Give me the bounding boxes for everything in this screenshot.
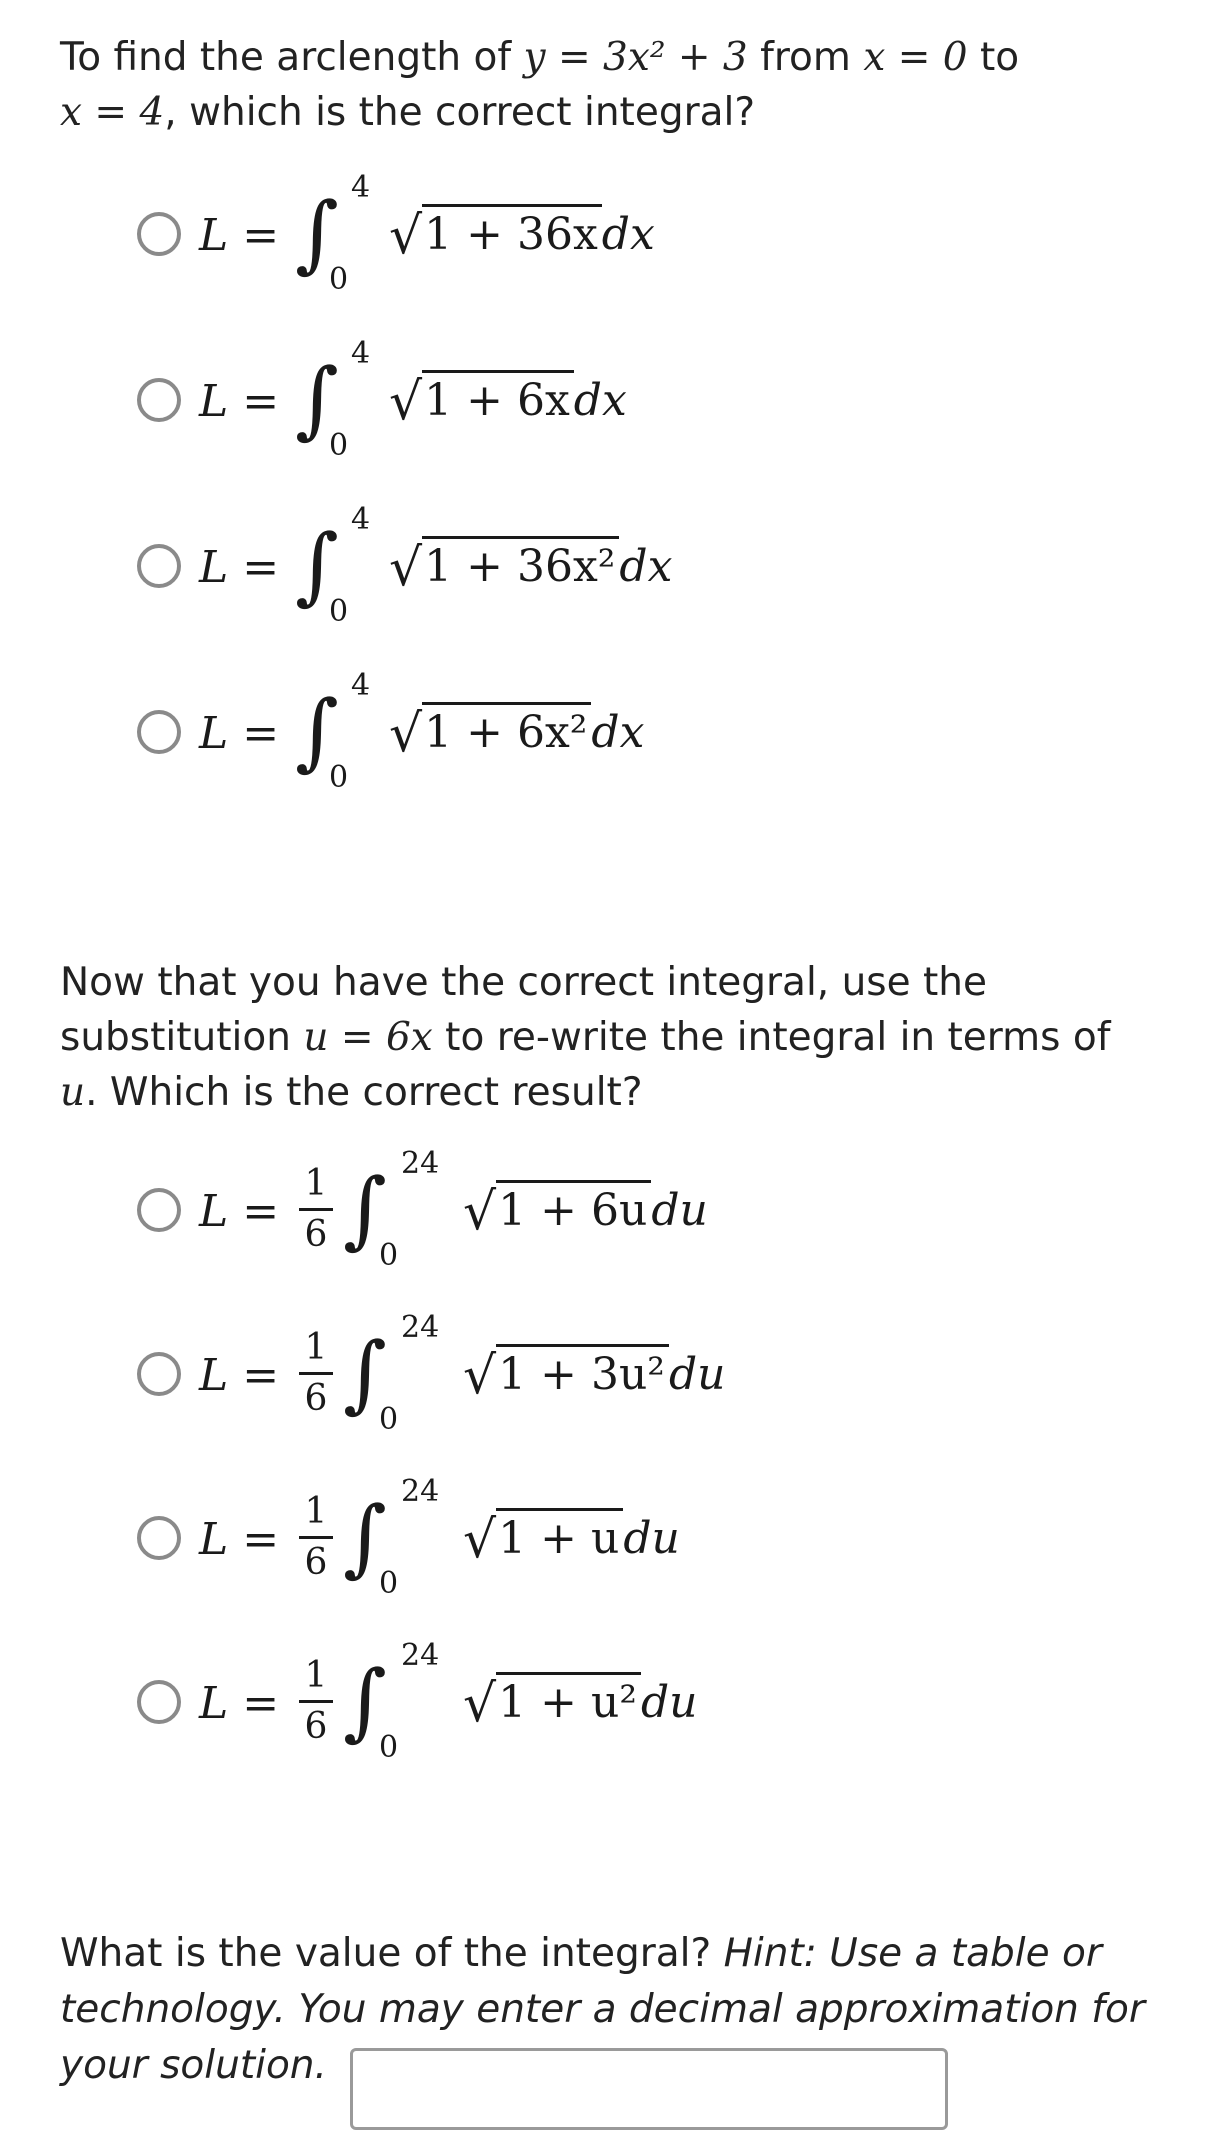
- radio-button[interactable]: [137, 1188, 181, 1232]
- integral-formula: [199, 334, 1019, 464]
- lower-limit: 0: [379, 1730, 399, 1765]
- denominator: 6: [304, 1214, 328, 1255]
- radicand: 1 + 6x: [422, 370, 574, 426]
- lower-limit: 0: [329, 262, 349, 297]
- upper-limit: 24: [401, 1638, 440, 1673]
- integral-formula: [199, 1636, 1019, 1766]
- upper-limit: 4: [351, 502, 371, 537]
- radical-icon: √: [463, 1510, 497, 1570]
- upper-limit: 24: [401, 1474, 440, 1509]
- formula-lhs: L =: [199, 708, 280, 759]
- q2-line1: Now that you have the correct integral, use the: [60, 960, 988, 1005]
- q1-suffix: , which is the correct integral?: [164, 90, 756, 135]
- integral-sign-icon: ∫: [295, 516, 339, 614]
- fraction: [299, 1654, 333, 1749]
- fraction: [299, 1162, 333, 1257]
- sqrt-expression: [463, 1346, 725, 1406]
- q1-to-word: to: [967, 35, 1020, 80]
- sqrt-expression: [389, 704, 644, 764]
- radio-button[interactable]: [137, 378, 181, 422]
- formula-lhs: L =: [199, 1186, 280, 1237]
- integral-formula: [199, 1144, 1019, 1274]
- radical-icon: √: [389, 704, 423, 764]
- fraction-bar: [299, 1372, 333, 1375]
- formula-lhs: L =: [199, 1678, 280, 1729]
- radicand: 1 + 6x²: [422, 702, 591, 758]
- q1-mid: from: [747, 35, 864, 80]
- differential: dx: [573, 375, 627, 426]
- q3-hint: Hint: Use a table or technology. You may enter a decimal approximation for your solution.: [60, 1931, 1145, 2088]
- formula-lhs: L =: [199, 210, 280, 261]
- fraction: [299, 1490, 333, 1585]
- answer-input[interactable]: [350, 2048, 948, 2130]
- upper-limit: 4: [351, 336, 371, 371]
- radicand: 1 + 36x: [422, 204, 602, 260]
- upper-limit: 4: [351, 668, 371, 703]
- lower-limit: 0: [329, 760, 349, 795]
- sqrt-expression: [389, 206, 655, 266]
- q1-function: y = 3x² + 3: [523, 35, 748, 80]
- option-2-d[interactable]: [133, 1636, 1033, 1766]
- radio-button[interactable]: [137, 1680, 181, 1724]
- sqrt-expression: [463, 1674, 697, 1734]
- q2-line3-suffix: . Which is the correct result?: [85, 1070, 643, 1115]
- integral-sign-icon: ∫: [343, 1652, 387, 1750]
- differential: du: [651, 1185, 708, 1236]
- option-2-c[interactable]: [133, 1472, 1033, 1602]
- q1-to: x = 4: [60, 90, 165, 135]
- formula-lhs: L =: [199, 1350, 280, 1401]
- sqrt-expression: [389, 372, 627, 432]
- differential: du: [623, 1513, 680, 1564]
- denominator: 6: [304, 1706, 328, 1747]
- radicand: 1 + 3u²: [496, 1344, 669, 1400]
- radio-button[interactable]: [137, 710, 181, 754]
- q2-substitution: u = 6x: [303, 1015, 433, 1060]
- differential: dx: [619, 541, 673, 592]
- integral-formula: [199, 666, 1019, 796]
- fraction-bar: [299, 1208, 333, 1211]
- radicand: 1 + u²: [496, 1672, 641, 1728]
- radical-icon: √: [389, 206, 423, 266]
- question-2-text: [60, 955, 1170, 1120]
- integral-formula: [199, 1472, 1019, 1602]
- differential: dx: [591, 707, 645, 758]
- option-2-b[interactable]: [133, 1308, 1033, 1438]
- sqrt-expression: [463, 1182, 708, 1242]
- option-1-c[interactable]: [133, 500, 1033, 630]
- numerator: 1: [304, 1491, 328, 1532]
- q1-prefix: To find the arclength of: [60, 35, 524, 80]
- fraction-bar: [299, 1700, 333, 1703]
- radical-icon: √: [463, 1346, 497, 1406]
- option-1-d[interactable]: [133, 666, 1033, 796]
- q1-from: x = 0: [863, 35, 968, 80]
- q2-line2-suffix: to re-write the integral in terms of: [432, 1015, 1111, 1060]
- sqrt-expression: [389, 538, 672, 598]
- integral-formula: [199, 168, 1019, 298]
- radical-icon: √: [463, 1674, 497, 1734]
- formula-lhs: L =: [199, 542, 280, 593]
- q2-line2-prefix: substitution: [60, 1015, 304, 1060]
- differential: du: [668, 1349, 726, 1400]
- radical-icon: √: [389, 372, 423, 432]
- radio-button[interactable]: [137, 212, 181, 256]
- differential: du: [640, 1677, 698, 1728]
- integral-sign-icon: ∫: [343, 1488, 387, 1586]
- lower-limit: 0: [329, 594, 349, 629]
- radio-button[interactable]: [137, 1516, 181, 1560]
- differential: dx: [601, 209, 655, 260]
- integral-sign-icon: ∫: [343, 1160, 387, 1258]
- fraction: [299, 1326, 333, 1421]
- denominator: 6: [304, 1542, 328, 1583]
- numerator: 1: [304, 1327, 328, 1368]
- integral-formula: [199, 500, 1019, 630]
- formula-lhs: L =: [199, 1514, 280, 1565]
- option-2-a[interactable]: [133, 1144, 1033, 1274]
- lower-limit: 0: [329, 428, 349, 463]
- formula-lhs: L =: [199, 376, 280, 427]
- radicand: 1 + 36x²: [422, 536, 619, 592]
- q2-var: u: [60, 1070, 86, 1115]
- integral-sign-icon: ∫: [343, 1324, 387, 1422]
- integral-formula: [199, 1308, 1019, 1438]
- integral-sign-icon: ∫: [295, 350, 339, 448]
- upper-limit: 24: [401, 1146, 440, 1181]
- option-1-a[interactable]: [133, 168, 1033, 298]
- numerator: 1: [304, 1163, 328, 1204]
- integral-sign-icon: ∫: [295, 682, 339, 780]
- sqrt-expression: [463, 1510, 680, 1570]
- integral-sign-icon: ∫: [295, 184, 339, 282]
- q3-text: What is the value of the integral?: [60, 1931, 724, 1976]
- radicand: 1 + u: [496, 1508, 623, 1564]
- radicand: 1 + 6u: [496, 1180, 651, 1236]
- radio-button[interactable]: [137, 1352, 181, 1396]
- radical-icon: √: [463, 1182, 497, 1242]
- radio-button[interactable]: [137, 544, 181, 588]
- lower-limit: 0: [379, 1566, 399, 1601]
- radical-icon: √: [389, 538, 423, 598]
- fraction-bar: [299, 1536, 333, 1539]
- denominator: 6: [304, 1378, 328, 1419]
- upper-limit: 24: [401, 1310, 440, 1345]
- lower-limit: 0: [379, 1402, 399, 1437]
- option-1-b[interactable]: [133, 334, 1033, 464]
- lower-limit: 0: [379, 1238, 399, 1273]
- question-1-text: [60, 30, 1170, 140]
- numerator: 1: [304, 1655, 328, 1696]
- upper-limit: 4: [351, 170, 371, 205]
